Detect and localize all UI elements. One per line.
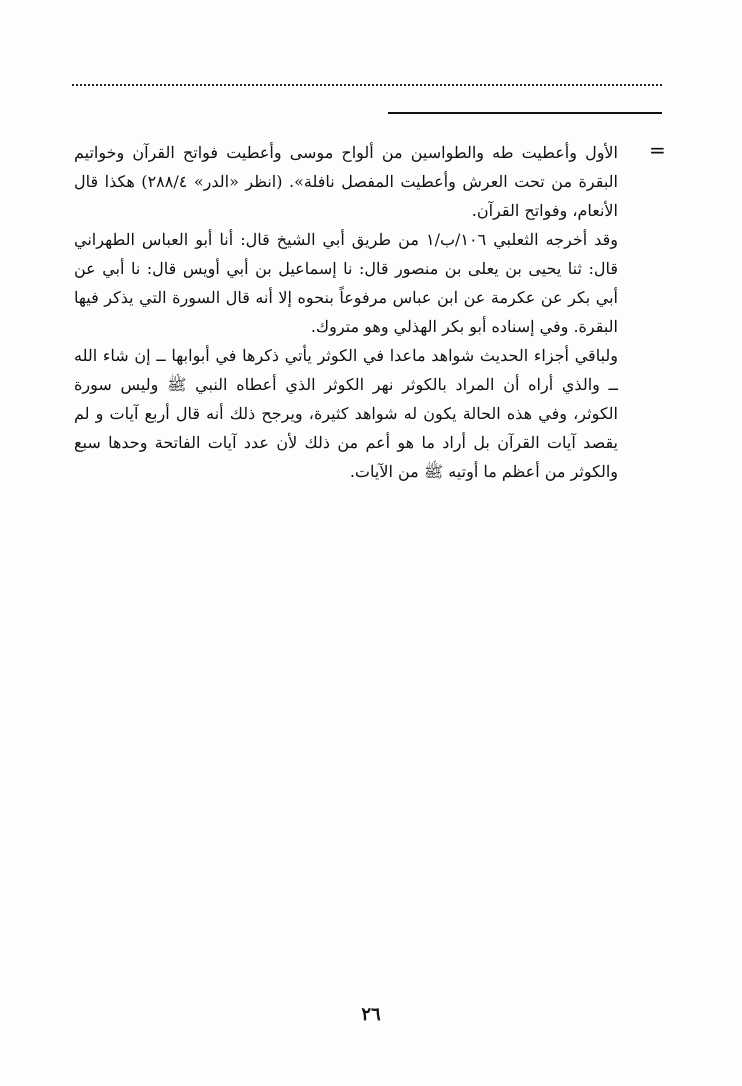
footnote-paragraph-2: وقد أخرجه الثعلبي ١٠٦/ب/١ من طريق أبي الشيخ قال: أنا أبو العباس الطهراني قال: ثنا يحيى بن يعلى بن منصور قال: نا إسماعيل بن أبي أويس قال: نا أبي عن أبي بكر عن عكرمة عن ابن عباس مرفوعاً بنحوه إلا أنه قال السورة التي يذكر فيها البقرة. وفي إسناده أبو بكر الهذلي وهو متروك. [74,230,618,336]
page-number: ٢٦ [361,1004,381,1025]
footnote-text [74,138,618,486]
footnote-separator-line [388,112,662,114]
footnote-paragraph-3: ولباقي أجزاء الحديث شواهد ماعدا في الكوثر يأتي ذكرها في أبوابها ــ إن شاء الله ــ والذي أراه أن المراد بالكوثر نهر الكوثر الذي أعطاه النبي ﷺ وليس سورة الكوثر، وفي هذه الحالة يكون له شواهد كثيرة، ويرجح ذلك أنه قال أربع آيات و لم يقصد آيات القرآن بل أراد ما هو أعم من ذلك لأن عدد آيات الفاتحة وحدها سبع والكوثر من أعظم ما أوتيه ﷺ من الآيات. [74,346,618,481]
footnote-paragraph-1: الأول وأعطيت طه والطواسين من ألواح موسى وأعطيت فواتح القرآن وخواتيم البقرة من تحت العرش وأعطيت المفصل نافلة». (انظر «الدر» ٢٨٨/٤) هكذا قال الأنعام، وفواتح القرآن. [74,143,619,220]
footnote-continuation-mark: = [649,138,666,162]
dotted-separator [72,84,662,86]
